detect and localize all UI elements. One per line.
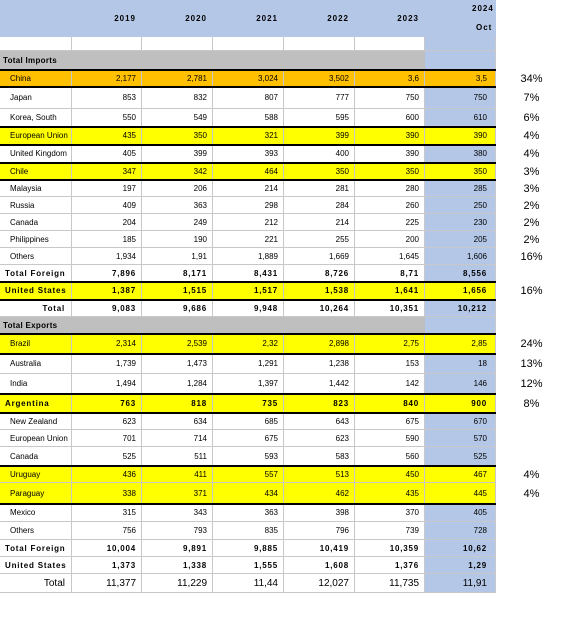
value-cell: 550 [72, 109, 142, 127]
value-cell: 832 [142, 87, 213, 109]
value-cell: 1,889 [213, 248, 284, 265]
row-label: United Kingdom [0, 145, 72, 163]
value-cell: 8,556 [425, 265, 496, 282]
share-percent: 24% [520, 338, 543, 350]
value-cell: 350 [425, 163, 496, 180]
value-cell: 225 [355, 214, 425, 231]
row-label: Total Exports [0, 317, 425, 334]
value-cell: 595 [284, 109, 355, 127]
share-percent: 4% [523, 468, 540, 481]
table-row [0, 163, 567, 180]
value-cell: 280 [355, 180, 425, 197]
share-percent [496, 447, 567, 466]
table-row [0, 557, 567, 574]
value-cell: 338 [72, 483, 142, 504]
row-label: Korea, South [0, 109, 72, 127]
value-cell: 1,29 [425, 557, 496, 574]
value-cell: 1,606 [425, 248, 496, 265]
value-cell: 9,891 [142, 540, 213, 557]
table-row [0, 394, 567, 413]
value-cell: 450 [355, 466, 425, 483]
spacer-cell [142, 37, 213, 51]
row-label: Uruguay [0, 466, 72, 483]
value-cell: 250 [425, 197, 496, 214]
value-cell: 670 [425, 413, 496, 430]
row-label: United States [0, 282, 72, 300]
value-cell: 398 [284, 504, 355, 522]
value-cell: 363 [142, 197, 213, 214]
value-cell: 363 [213, 504, 284, 522]
value-cell: 371 [142, 483, 213, 504]
value-cell: 390 [355, 145, 425, 163]
value-cell: 2,32 [213, 334, 284, 354]
value-cell: 1,739 [72, 354, 142, 374]
value-cell: 2,314 [72, 334, 142, 354]
value-cell: 445 [425, 483, 496, 504]
value-cell: 200 [355, 231, 425, 248]
table-row [0, 354, 567, 374]
table-row [0, 231, 567, 248]
share-percent: 6% [523, 112, 540, 124]
year-header-2024: 2024 [472, 4, 494, 13]
share-percent: 16% [520, 250, 543, 263]
value-cell: 1,555 [213, 557, 284, 574]
share-percent: 4% [523, 130, 540, 142]
value-cell: 511 [142, 447, 213, 466]
value-cell: 190 [142, 231, 213, 248]
share-percent [496, 557, 567, 574]
value-cell: 643 [284, 413, 355, 430]
row-label: Total [0, 300, 72, 317]
value-cell: 675 [355, 413, 425, 430]
row-label: European Union [0, 430, 72, 447]
value-cell: 735 [213, 394, 284, 413]
table-row [0, 109, 567, 127]
value-cell: 2,539 [142, 334, 213, 354]
share-percent: 8% [523, 397, 540, 410]
value-cell: 739 [355, 522, 425, 540]
table-row [0, 265, 567, 282]
row-label: New Zealand [0, 413, 72, 430]
value-cell: 2,85 [425, 334, 496, 354]
value-cell: 777 [284, 87, 355, 109]
value-cell: 399 [142, 145, 213, 163]
value-cell: 230 [425, 214, 496, 231]
value-cell: 3,6 [355, 70, 425, 87]
value-cell: 347 [72, 163, 142, 180]
value-cell: 1,291 [213, 354, 284, 374]
value-cell: 675 [213, 430, 284, 447]
value-cell: 435 [72, 127, 142, 145]
value-cell: 350 [142, 127, 213, 145]
value-cell: 436 [72, 466, 142, 483]
value-cell: 2,75 [355, 334, 425, 354]
table-row [0, 282, 567, 300]
table-row [0, 197, 567, 214]
value-cell: 10,62 [425, 540, 496, 557]
row-label: Total [0, 574, 72, 593]
spacer-cell [425, 37, 496, 51]
value-cell: 750 [355, 87, 425, 109]
value-cell: 1,284 [142, 374, 213, 394]
value-cell: 249 [142, 214, 213, 231]
value-cell: 8,431 [213, 265, 284, 282]
value-cell: 405 [72, 145, 142, 163]
value-cell: 525 [72, 447, 142, 466]
table-row [0, 483, 567, 504]
value-cell [425, 51, 496, 70]
value-cell: 8,726 [284, 265, 355, 282]
value-cell: 1,656 [425, 282, 496, 300]
value-cell: 600 [355, 109, 425, 127]
value-cell: 298 [213, 197, 284, 214]
year-header-2021: 2021 [256, 14, 278, 23]
value-cell: 281 [284, 180, 355, 197]
value-cell: 11,44 [213, 574, 284, 593]
value-cell: 9,948 [213, 300, 284, 317]
value-cell: 9,083 [72, 300, 142, 317]
value-cell: 1,442 [284, 374, 355, 394]
row-label: Others [0, 248, 72, 265]
value-cell: 11,377 [72, 574, 142, 593]
value-cell: 1,238 [284, 354, 355, 374]
value-cell: 12,027 [284, 574, 355, 593]
share-percent [496, 430, 567, 447]
table-row [0, 522, 567, 540]
value-cell: 411 [142, 466, 213, 483]
share-percent [496, 540, 567, 557]
value-cell: 342 [142, 163, 213, 180]
value-cell: 343 [142, 504, 213, 522]
spacer-cell [355, 37, 425, 51]
value-cell: 701 [72, 430, 142, 447]
row-label: Others [0, 522, 72, 540]
value-cell: 1,473 [142, 354, 213, 374]
row-label: India [0, 374, 72, 394]
value-cell: 835 [213, 522, 284, 540]
value-cell: 1,494 [72, 374, 142, 394]
value-cell: 900 [425, 394, 496, 413]
row-label: Malaysia [0, 180, 72, 197]
share-percent [496, 317, 567, 334]
value-cell: 1,376 [355, 557, 425, 574]
value-cell: 3,024 [213, 70, 284, 87]
table-row [0, 466, 567, 483]
value-cell: 370 [355, 504, 425, 522]
value-cell: 823 [284, 394, 355, 413]
value-cell: 588 [213, 109, 284, 127]
value-cell: 390 [425, 127, 496, 145]
table-row [0, 430, 567, 447]
value-cell: 756 [72, 522, 142, 540]
value-cell: 380 [425, 145, 496, 163]
year-header-2023: 2023 [397, 14, 419, 23]
value-cell: 400 [284, 145, 355, 163]
value-cell: 399 [284, 127, 355, 145]
table-row [0, 540, 567, 557]
value-cell: 853 [72, 87, 142, 109]
value-cell: 10,419 [284, 540, 355, 557]
value-cell: 350 [284, 163, 355, 180]
value-cell: 260 [355, 197, 425, 214]
share-percent: 16% [520, 285, 543, 297]
table-row [0, 180, 567, 197]
value-cell: 10,212 [425, 300, 496, 317]
value-cell: 409 [72, 197, 142, 214]
row-label: Chile [0, 163, 72, 180]
value-cell: 8,171 [142, 265, 213, 282]
value-cell: 467 [425, 466, 496, 483]
value-cell: 315 [72, 504, 142, 522]
value-cell: 18 [425, 354, 496, 374]
table-row [0, 413, 567, 430]
value-cell: 525 [425, 447, 496, 466]
share-percent: 7% [523, 92, 540, 104]
value-cell: 11,735 [355, 574, 425, 593]
value-cell: 583 [284, 447, 355, 466]
period-header-oct: Oct [476, 23, 493, 32]
row-label: European Union [0, 127, 72, 145]
row-label: Australia [0, 354, 72, 374]
value-cell: 634 [142, 413, 213, 430]
share-percent [496, 300, 567, 317]
value-cell: 793 [142, 522, 213, 540]
row-label: Brazil [0, 334, 72, 354]
value-cell: 214 [284, 214, 355, 231]
table-row [0, 51, 567, 70]
row-label: Paraguay [0, 483, 72, 504]
value-cell: 1,641 [355, 282, 425, 300]
share-percent: 3% [523, 165, 540, 178]
table-row [0, 127, 567, 145]
value-cell: 623 [72, 413, 142, 430]
value-cell: 590 [355, 430, 425, 447]
value-cell: 560 [355, 447, 425, 466]
value-cell: 763 [72, 394, 142, 413]
table-row [0, 574, 567, 593]
value-cell: 434 [213, 483, 284, 504]
share-percent [496, 265, 567, 282]
value-cell: 221 [213, 231, 284, 248]
value-cell: 255 [284, 231, 355, 248]
value-cell: 10,359 [355, 540, 425, 557]
value-cell: 11,91 [425, 574, 496, 593]
value-cell: 142 [355, 374, 425, 394]
value-cell: 1,517 [213, 282, 284, 300]
row-label: Philippines [0, 231, 72, 248]
value-cell: 146 [425, 374, 496, 394]
value-cell: 549 [142, 109, 213, 127]
share-percent: 12% [520, 378, 543, 390]
value-cell: 818 [142, 394, 213, 413]
table-row [0, 248, 567, 265]
value-cell: 2,177 [72, 70, 142, 87]
value-cell: 7,896 [72, 265, 142, 282]
value-cell: 321 [213, 127, 284, 145]
value-cell: 206 [142, 180, 213, 197]
value-cell: 214 [213, 180, 284, 197]
value-cell: 513 [284, 466, 355, 483]
value-cell: 2,781 [142, 70, 213, 87]
table-row [0, 145, 567, 163]
value-cell: 1,397 [213, 374, 284, 394]
value-cell: 1,934 [72, 248, 142, 265]
value-cell: 9,686 [142, 300, 213, 317]
value-cell: 1,373 [72, 557, 142, 574]
share-percent: 4% [523, 148, 540, 160]
value-cell: 1,645 [355, 248, 425, 265]
value-cell: 1,669 [284, 248, 355, 265]
value-cell: 9,885 [213, 540, 284, 557]
value-cell: 728 [425, 522, 496, 540]
share-percent [496, 522, 567, 540]
share-percent: 2% [523, 216, 540, 229]
value-cell: 3,5 [425, 70, 496, 87]
value-cell: 10,264 [284, 300, 355, 317]
value-cell: 685 [213, 413, 284, 430]
value-cell: 185 [72, 231, 142, 248]
value-cell: 390 [355, 127, 425, 145]
year-header-2022: 2022 [327, 14, 349, 23]
value-cell: 750 [425, 87, 496, 109]
value-cell: 10,004 [72, 540, 142, 557]
share-percent: 13% [520, 358, 543, 370]
table-row [0, 504, 567, 522]
value-cell: 205 [425, 231, 496, 248]
row-label: United States [0, 557, 72, 574]
share-percent [496, 504, 567, 522]
value-cell: 1,538 [284, 282, 355, 300]
spacer-row [0, 37, 567, 51]
value-cell: 1,387 [72, 282, 142, 300]
share-percent: 34% [520, 72, 543, 85]
value-cell: 807 [213, 87, 284, 109]
value-cell: 840 [355, 394, 425, 413]
row-label: Total Foreign [0, 540, 72, 557]
table-row [0, 87, 567, 109]
row-label: Mexico [0, 504, 72, 522]
value-cell: 405 [425, 504, 496, 522]
value-cell: 350 [355, 163, 425, 180]
value-cell: 557 [213, 466, 284, 483]
header-right-blank [496, 0, 567, 37]
value-cell: 593 [213, 447, 284, 466]
spacer-cell [284, 37, 355, 51]
spacer-cell [0, 37, 72, 51]
value-cell: 435 [355, 483, 425, 504]
value-cell: 1,338 [142, 557, 213, 574]
share-percent: 3% [523, 182, 540, 195]
row-label: Total Imports [0, 51, 425, 70]
value-cell: 714 [142, 430, 213, 447]
value-cell: 285 [425, 180, 496, 197]
table-row [0, 317, 567, 334]
row-label: Japan [0, 87, 72, 109]
value-cell: 284 [284, 197, 355, 214]
year-header-2020: 2020 [185, 14, 207, 23]
table-row [0, 334, 567, 354]
value-cell: 393 [213, 145, 284, 163]
value-cell: 796 [284, 522, 355, 540]
value-cell: 153 [355, 354, 425, 374]
table-row [0, 214, 567, 231]
share-percent [496, 51, 567, 70]
value-cell: 610 [425, 109, 496, 127]
share-percent [496, 413, 567, 430]
value-cell: 212 [213, 214, 284, 231]
row-label: Canada [0, 214, 72, 231]
year-header-2019: 2019 [114, 14, 136, 23]
value-cell: 10,351 [355, 300, 425, 317]
value-cell: 1,608 [284, 557, 355, 574]
table-row [0, 70, 567, 87]
value-cell: 3,502 [284, 70, 355, 87]
row-label: Canada [0, 447, 72, 466]
spacer-cell [72, 37, 142, 51]
value-cell: 204 [72, 214, 142, 231]
value-cell: 8,71 [355, 265, 425, 282]
row-label: Argentina [0, 394, 72, 413]
value-cell [425, 317, 496, 334]
value-cell: 197 [72, 180, 142, 197]
row-label: Total Foreign [0, 265, 72, 282]
value-cell: 464 [213, 163, 284, 180]
row-label: Russia [0, 197, 72, 214]
value-cell: 1,515 [142, 282, 213, 300]
share-percent [496, 574, 567, 593]
value-cell: 11,229 [142, 574, 213, 593]
value-cell: 462 [284, 483, 355, 504]
share-percent: 2% [523, 233, 540, 246]
table-row [0, 300, 567, 317]
value-cell: 1,91 [142, 248, 213, 265]
spacer-cell [213, 37, 284, 51]
value-cell: 2,898 [284, 334, 355, 354]
share-percent: 2% [523, 199, 540, 212]
table-row [0, 374, 567, 394]
table-row [0, 447, 567, 466]
share-percent: 4% [523, 487, 540, 500]
value-cell: 623 [284, 430, 355, 447]
row-label: China [0, 70, 72, 87]
value-cell: 570 [425, 430, 496, 447]
